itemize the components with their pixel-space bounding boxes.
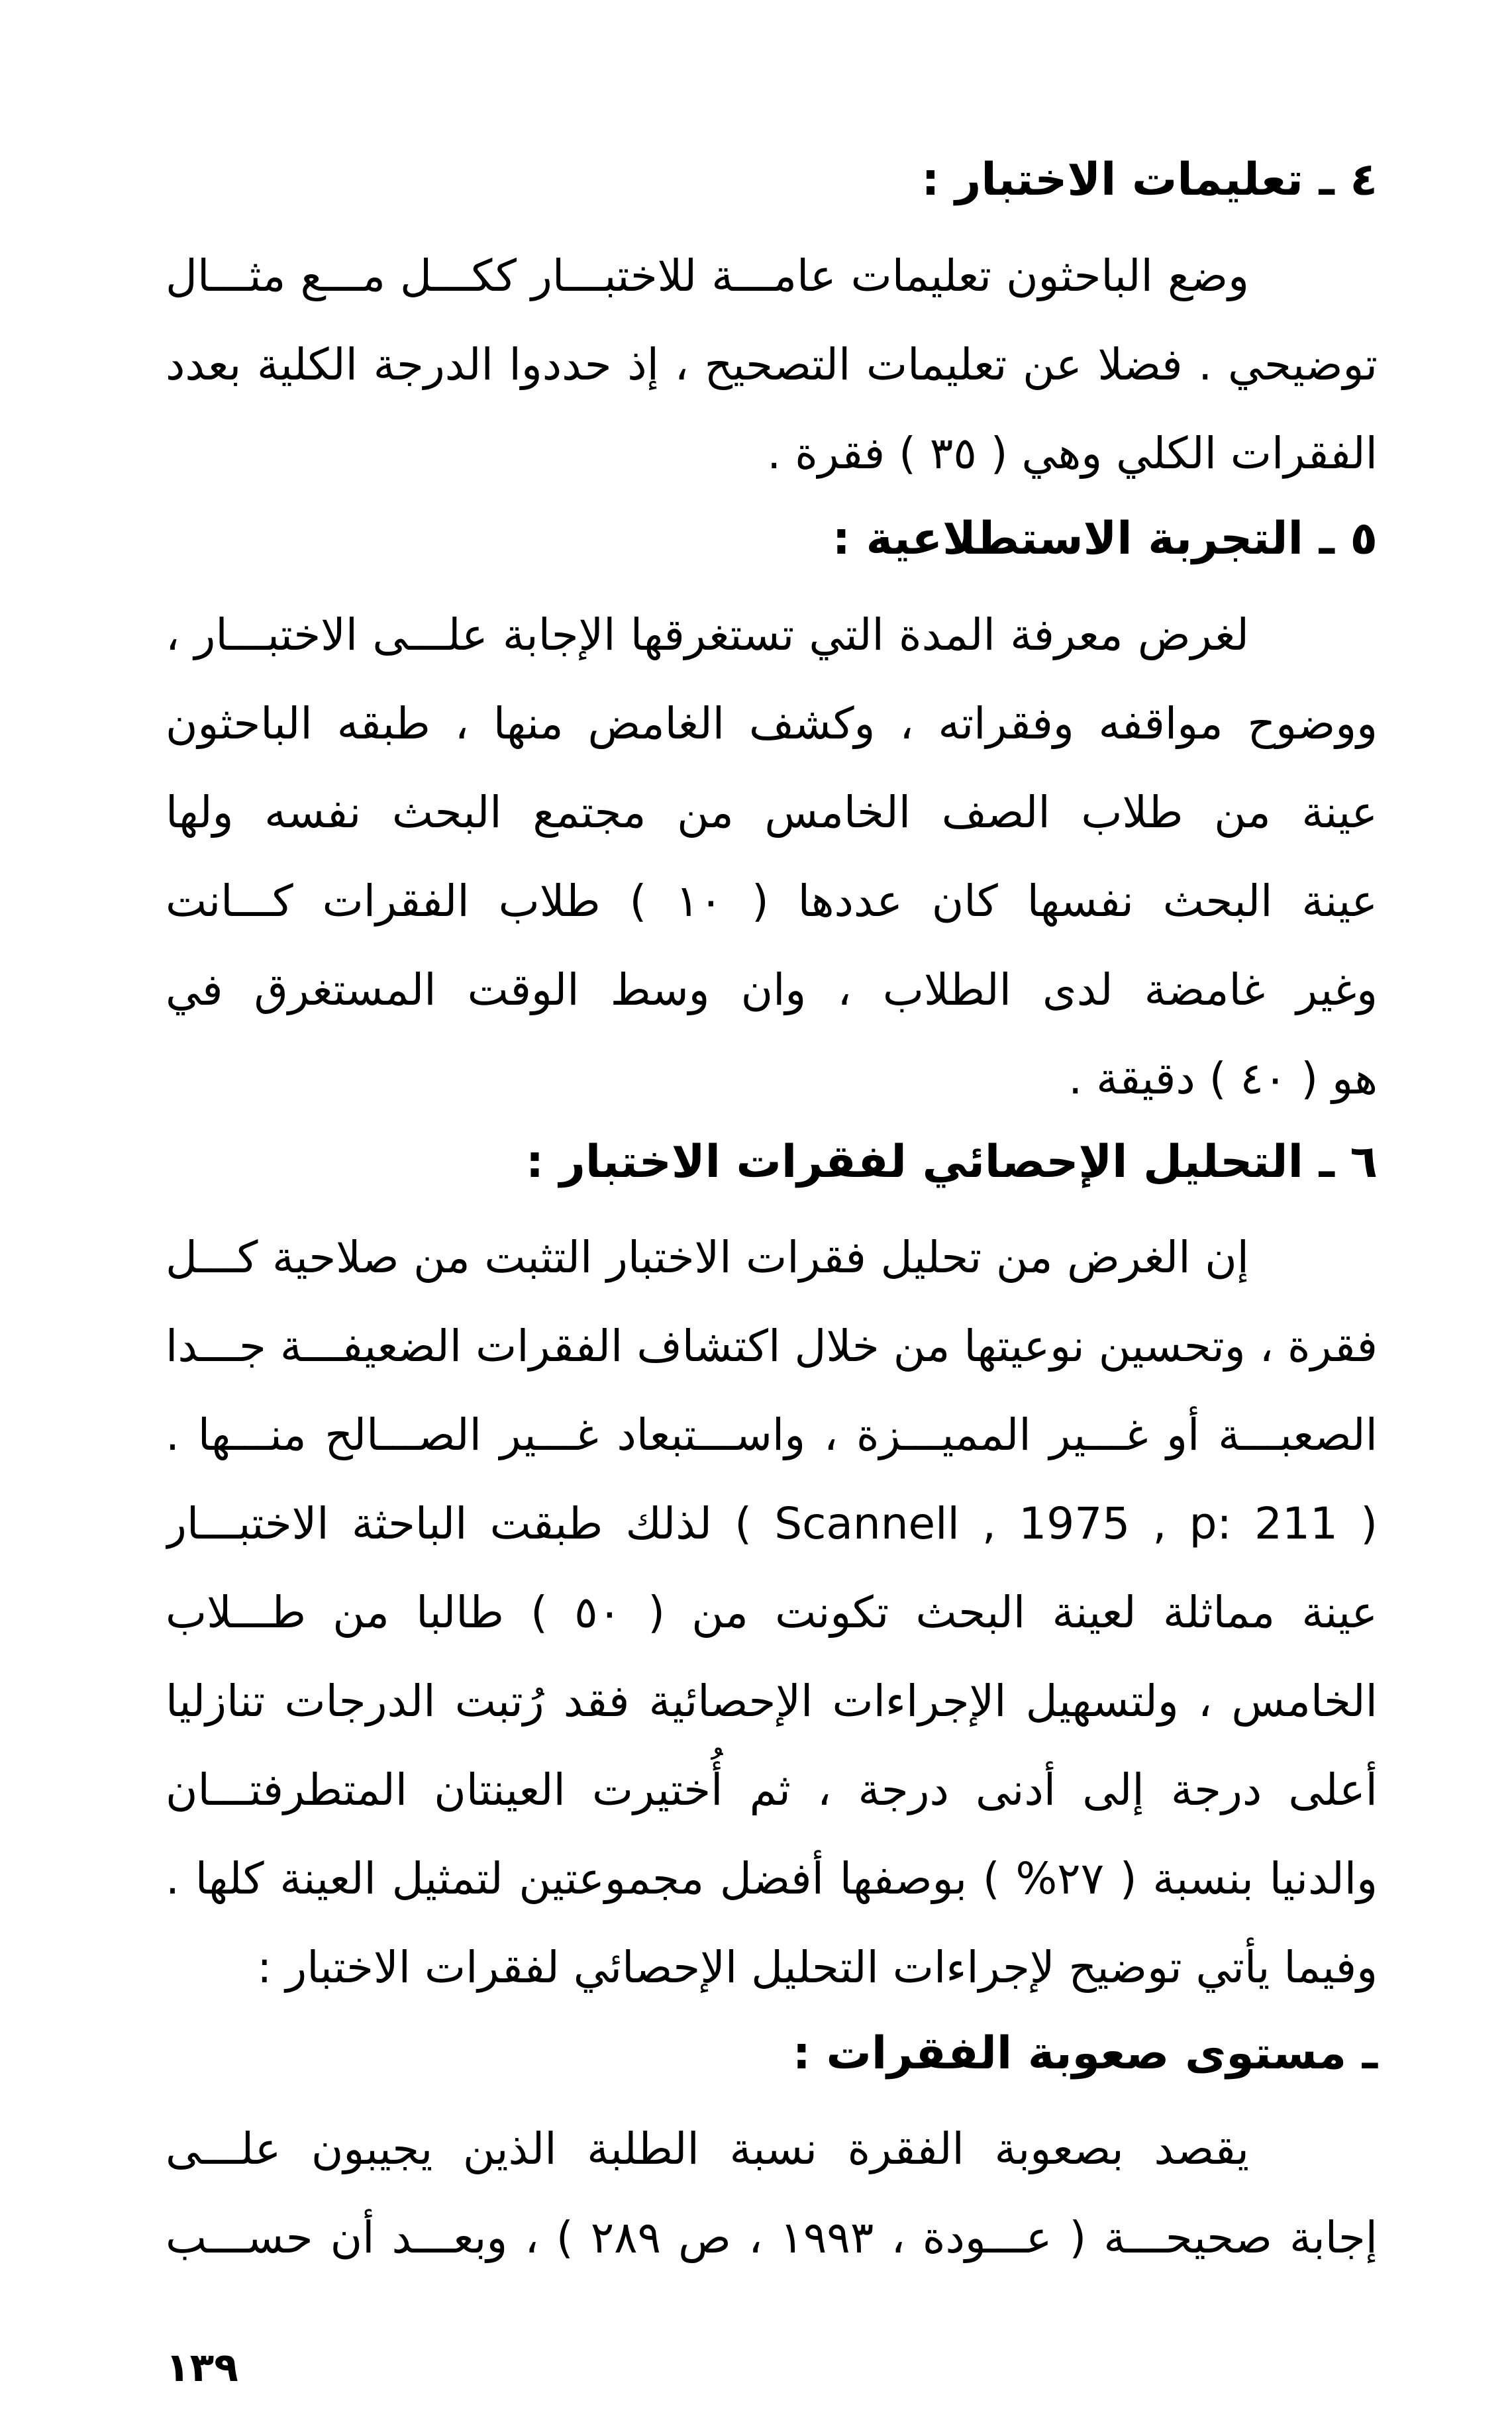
s5-line-3: عينة من طلاب الصف الخامس من مجتمع البحث نفسه ولها bbox=[166, 787, 1378, 838]
s5-line-6: هو ( ٤٠ ) دقيقة . bbox=[1068, 1053, 1378, 1104]
s6-line-2: فقرة ، وتحسين نوعيتها من خلال اكتشاف الفقرات الضعيفـــة جـــدا bbox=[166, 1321, 1378, 1372]
s6-line-4: ( Scannell , 1975 , p: 211 ) لذلك طبقت الباحثة الاختبـــار bbox=[166, 1498, 1378, 1549]
s4-line-2: توضيحي . فضلا عن تعليمات التصحيح ، إذ حددوا الدرجة الكلية بعدد bbox=[166, 339, 1378, 390]
s6-line-1: إن الغرض من تحليل فقرات الاختبار التثبت من صلاحية كـــل bbox=[166, 1232, 1249, 1283]
s6-line-9: وفيما يأتي توضيح لإجراءات التحليل الإحصائي لفقرات الاختبار : bbox=[257, 1942, 1378, 1993]
section-6-heading: ٦ ـ التحليل الإحصائي لفقرات الاختبار : bbox=[525, 1136, 1378, 1188]
s6-line-6: الخامس ، ولتسهيل الإجراءات الإحصائية فقد رُتبت الدرجات تنازليا bbox=[166, 1676, 1378, 1727]
difficulty-heading: ـ مستوى صعوبة الفقرات : bbox=[792, 2027, 1378, 2080]
s5-line-4: عينة البحث نفسها كان عددها ( ١٠ ) طلاب الفقرات كـــانت bbox=[166, 876, 1378, 927]
section-4-heading: ٤ ـ تعليمات الاختبار : bbox=[921, 154, 1378, 206]
s5-line-1: لغرض معرفة المدة التي تستغرقها الإجابة علـــى الاختبـــار ، bbox=[166, 609, 1249, 660]
difficulty-line-1: يقصد بصعوبة الفقرة نسبة الطلبة الذين يجيبون علـــى bbox=[166, 2123, 1249, 2174]
s4-line-1: وضع الباحثون تعليمات عامـــة للاختبـــار ككـــل مـــع مثـــال bbox=[166, 250, 1249, 301]
s4-line-3: الفقرات الكلي وهي ( ٣٥ ) فقرة . bbox=[767, 428, 1378, 479]
difficulty-line-2: إجابة صحيحـــة ( عـــودة ، ١٩٩٣ ، ص ٢٨٩ ) ، وبعـــد أن حســـب bbox=[166, 2212, 1378, 2263]
s5-line-2: ووضوح مواقفه وفقراته ، وكشف الغامض منها ، طبقه الباحثون bbox=[166, 698, 1378, 749]
s6-line-7: أعلى درجة إلى أدنى درجة ، ثم أُختيرت العينتان المتطرفتـــان bbox=[166, 1764, 1378, 1815]
section-5-heading: ٥ ـ التجربة الاستطلاعية : bbox=[832, 513, 1378, 565]
s6-line-3: الصعبـــة أو غـــير المميـــزة ، واســـتبعاد غـــير الصـــالح منـــها . bbox=[166, 1409, 1378, 1460]
s6-line-5: عينة مماثلة لعينة البحث تكونت من ( ٥٠ ) طالبا من طـــلاب bbox=[166, 1587, 1378, 1638]
s5-line-5: وغير غامضة لدى الطلاب ، وان وسط الوقت المستغرق في bbox=[166, 964, 1378, 1015]
page-number: ١٣٩ bbox=[166, 2345, 238, 2391]
s6-line-8: والدنيا بنسبة ( ٢٧% ) بوصفها أفضل مجموعتين لتمثيل العينة كلها . bbox=[166, 1853, 1378, 1904]
